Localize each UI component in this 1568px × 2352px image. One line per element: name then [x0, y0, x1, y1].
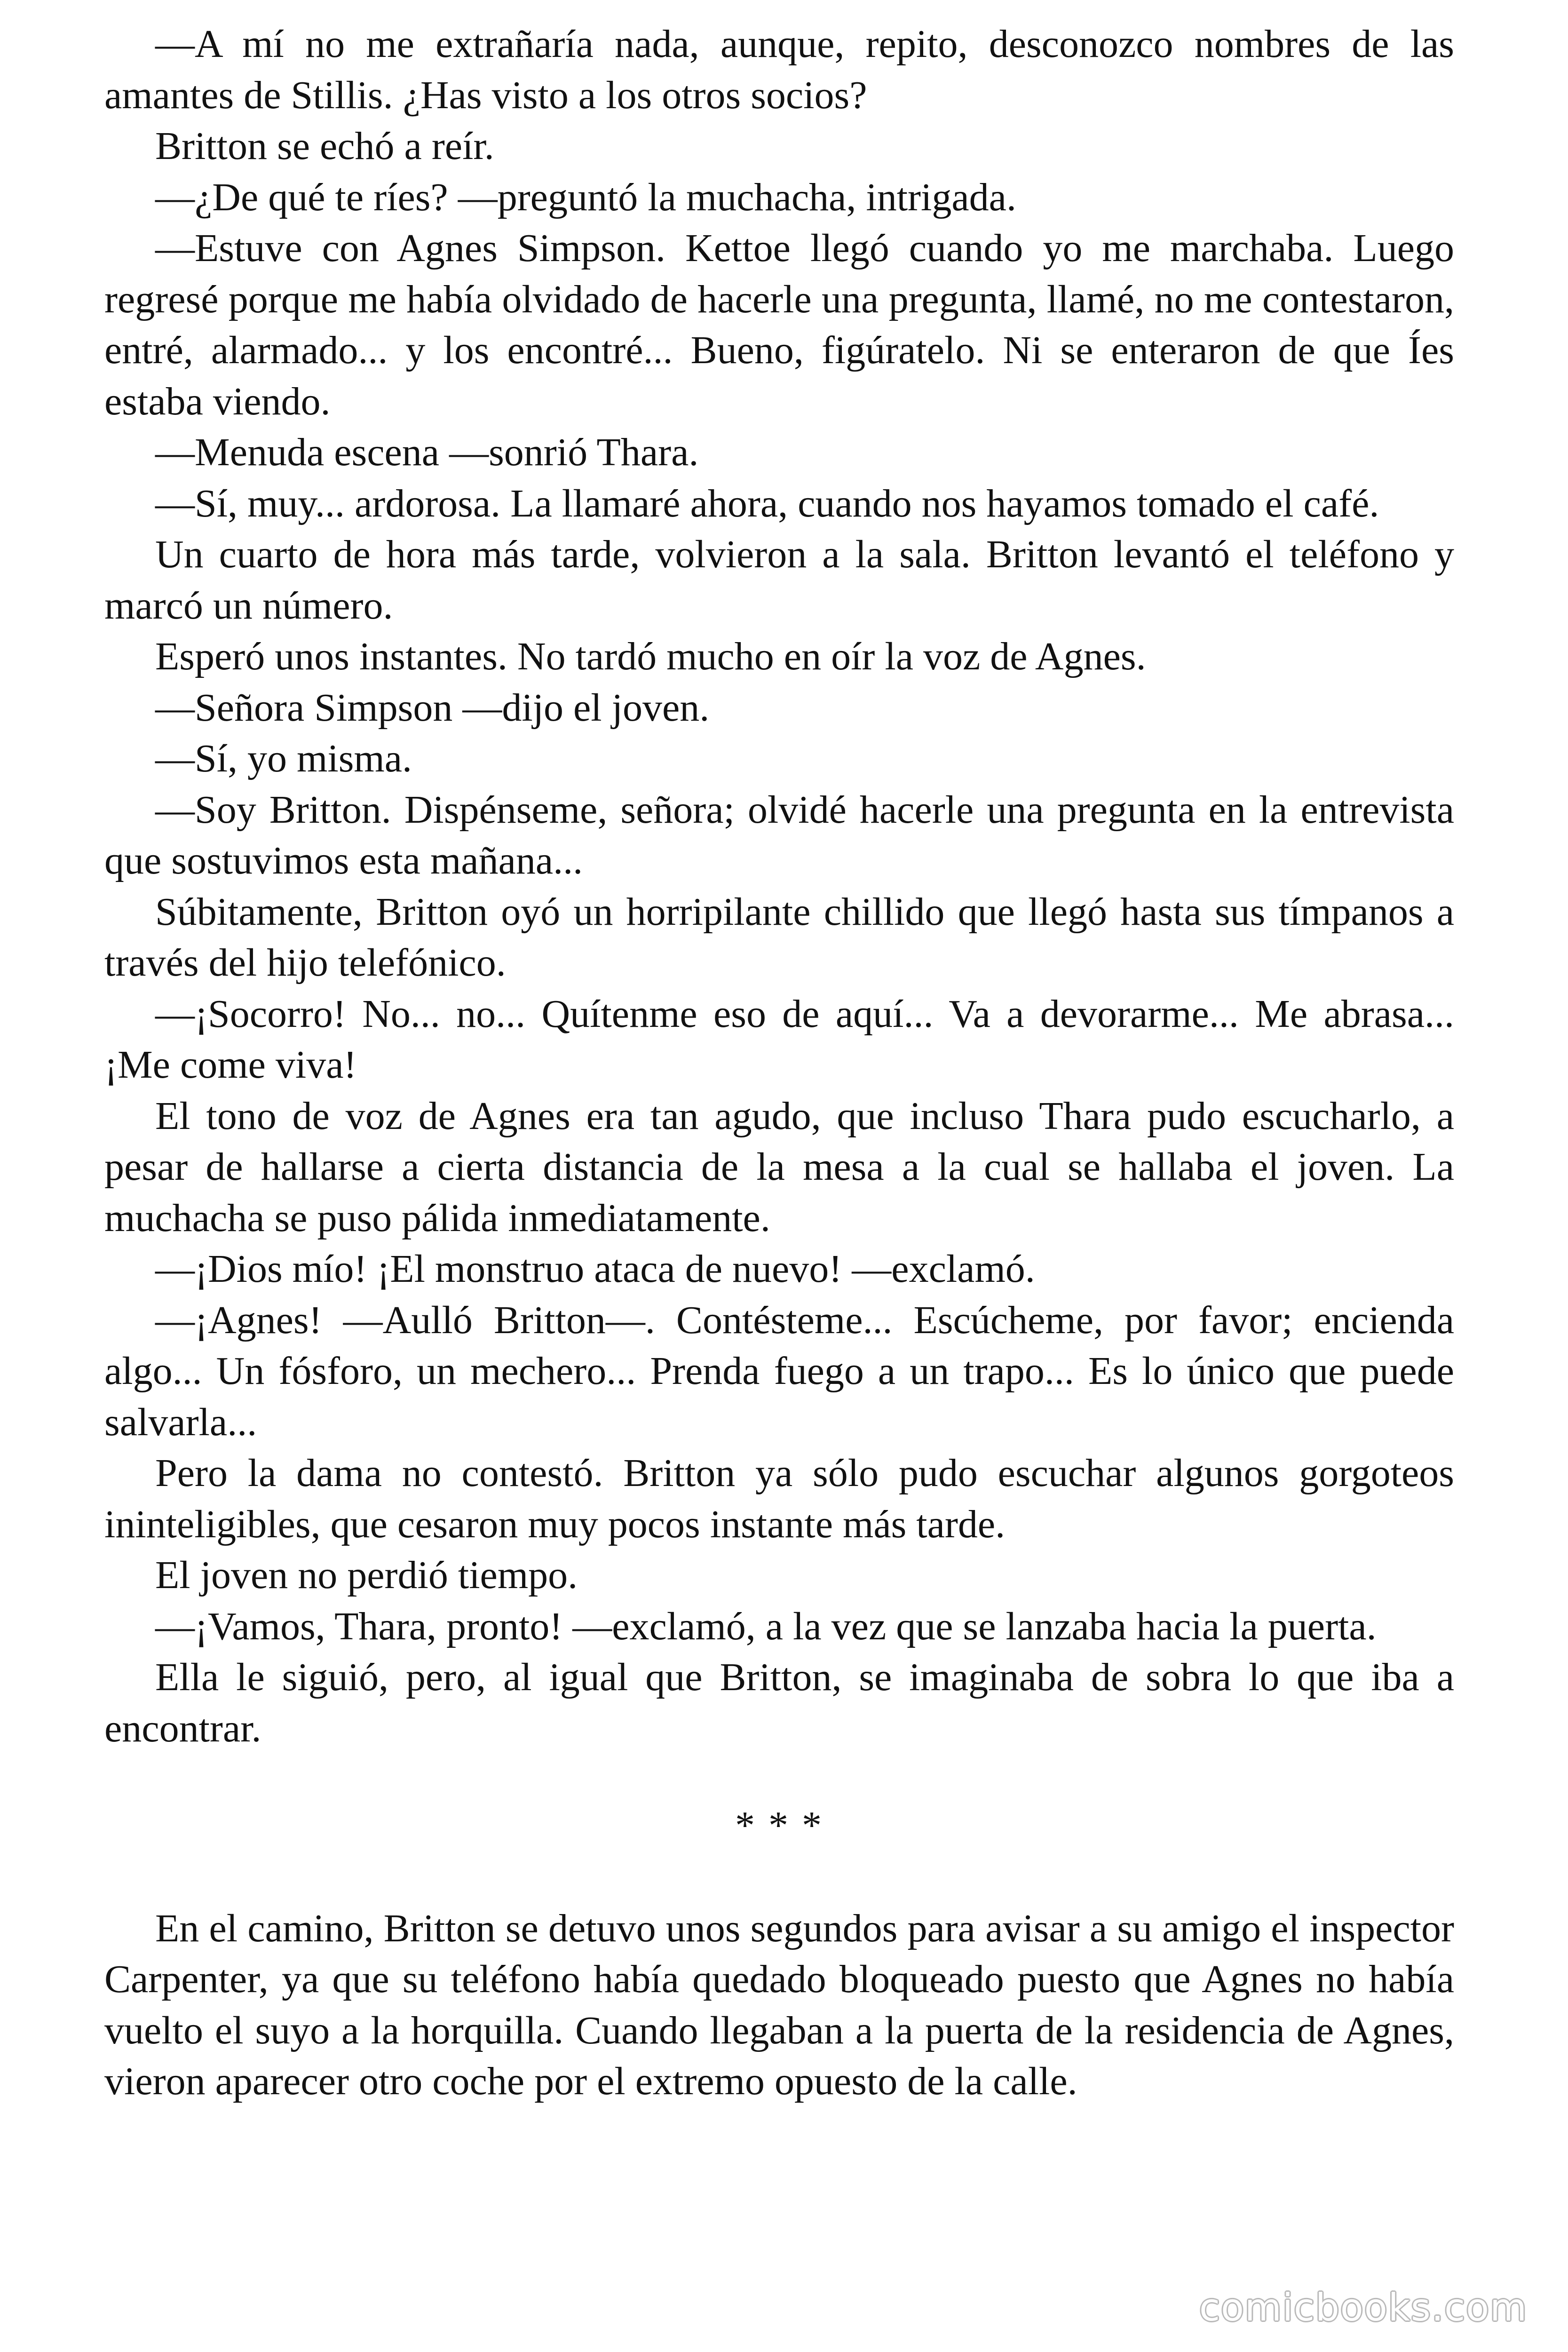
watermark-logo: comicbooks.com [1199, 2286, 1528, 2329]
paragraph: —Soy Britton. Dispénseme, señora; olvidé hacerle una pregunta en la entrevista que sostuvimos esta mañana... [104, 787, 1454, 882]
paragraph: —¡Socorro! No... no... Quítenme eso de aquí... Va a devorarme... Me abrasa... ¡Me come viva! [104, 992, 1454, 1087]
paragraph: Ella le siguió, pero, al igual que Britton, se imaginaba de sobra lo que iba a encontrar. [104, 1655, 1454, 1750]
paragraph: —¡Dios mío! ¡El monstruo ataca de nuevo! —exclamó. [155, 1247, 1035, 1291]
paragraph: Un cuarto de hora más tarde, volvieron a la sala. Britton levantó el teléfono y marcó un número. [104, 532, 1454, 628]
paragraph: —Sí, yo misma. [155, 737, 412, 780]
paragraph: —¡Vamos, Thara, pronto! —exclamó, a la vez que se lanzaba hacia la puerta. [155, 1604, 1377, 1648]
paragraph: En el camino, Britton se detuvo unos segundos para avisar a su amigo el inspector Carpenter, ya que su teléfono había quedado bloqueado puesto que Agnes no había vuelto el suyo a la horquilla. Cuando llegaban a la puerta de la residencia de Agnes, vieron aparecer otro coche por el extremo opuesto de la calle. [104, 1906, 1454, 2103]
paragraph: —¿De qué te ríes? —preguntó la muchacha, intrigada. [155, 175, 1016, 219]
page-body [104, 19, 1454, 2107]
paragraph: Britton se echó a reír. [155, 124, 494, 168]
paragraph: El tono de voz de Agnes era tan agudo, que incluso Thara pudo escucharlo, a pesar de hallarse a cierta distancia de la mesa a la cual se hallaba el joven. La muchacha se puso pálida inmediatamente. [104, 1094, 1454, 1240]
paragraph: —¡Agnes! —Aulló Britton—. Contésteme... Escúcheme, por favor; encienda algo... Un fósforo, un mechero... Prenda fuego a un trapo... Es lo único que puede salvarla... [104, 1298, 1454, 1444]
paragraph: —Estuve con Agnes Simpson. Kettoe llegó cuando yo me marchaba. Luego regresé porque me había olvidado de hacerle una pregunta, llamé, no me contestaron, entré, alarmado... y los encontré... Bueno, figúratelo. Ni se enteraron de que Íes estaba viendo. [104, 226, 1454, 423]
section-separator: * * * [735, 1804, 824, 1847]
paragraph: —Señora Simpson —dijo el joven. [155, 685, 710, 730]
paragraph: El joven no perdió tiempo. [155, 1553, 578, 1597]
paragraph: Pero la dama no contestó. Britton ya sólo pudo escuchar algunos gorgoteos ininteligibles, que cesaron muy pocos instante más tarde. [104, 1451, 1454, 1546]
paragraph: —Sí, muy... ardorosa. La llamaré ahora, cuando nos hayamos tomado el café. [155, 481, 1379, 525]
paragraph: —Menuda escena —sonrió Thara. [155, 430, 699, 474]
paragraph: Súbitamente, Britton oyó un horripilante chillido que llegó hasta sus tímpanos a través del hijo telefónico. [104, 890, 1454, 985]
paragraph: Esperó unos instantes. No tardó mucho en oír la voz de Agnes. [155, 635, 1146, 678]
paragraph: —A mí no me extrañaría nada, aunque, repito, desconozco nombres de las amantes de Stillis. ¿Has visto a los otros socios? [104, 22, 1454, 117]
